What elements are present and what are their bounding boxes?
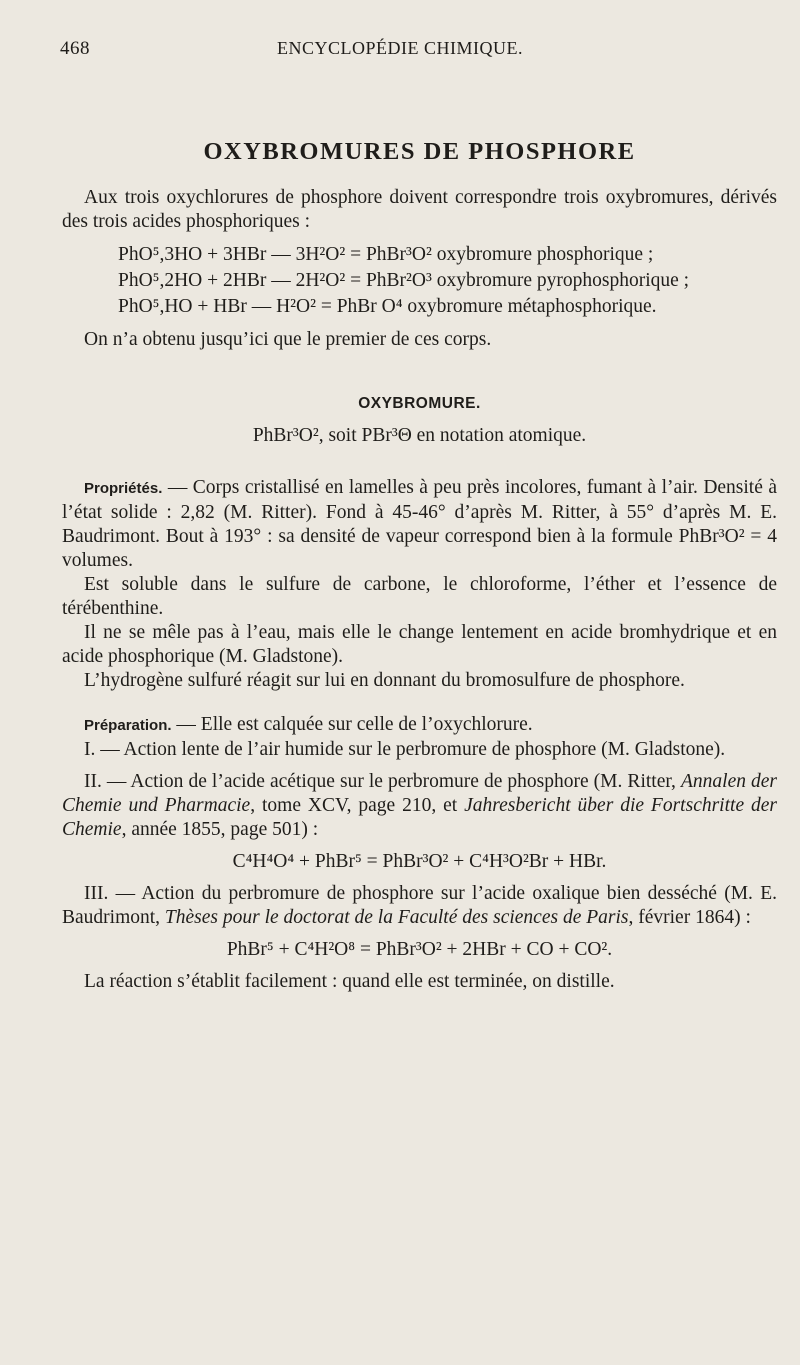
equation-acetic: C⁴H⁴O⁴ + PhBr⁵ = PhBr³O² + C⁴H³O²Br + HBr. [232, 851, 607, 872]
method-2-text-e: , année 1855, page 501) : [121, 819, 319, 840]
solubility-paragraph: Est soluble dans le sulfure de carbone, le chloroforme, l’éther et l’essence de térébenthine. [62, 574, 777, 619]
preparation-paragraph [62, 713, 777, 738]
properties-paragraph [62, 476, 777, 573]
hydrogen-paragraph: L’hydrogène sulfuré réagit sur lui en donnant du bromosulfure de phosphore. [84, 670, 685, 691]
intro-paragraph: Aux trois oxychlorures de phosphore doivent correspondre trois oxybromures, dérivés des trois acides phosphoriques : [62, 187, 777, 232]
section-title: OXYBROMURES DE PHOSPHORE [203, 138, 636, 165]
thesis-title: Thèses pour le doctorat de la Faculté des sciences de Paris [164, 907, 629, 928]
formula-line: PhBr³O², soit PBr³Θ en notation atomique. [252, 425, 587, 446]
method-2-text-a: II. — Action de l’acide acétique sur le perbromure de phosphore (M. Ritter, [84, 771, 681, 792]
preparation-label: Préparation. [84, 717, 172, 734]
equation-oxalic: PhBr⁵ + C⁴H²O⁸ = PhBr³O² + 2HBr + CO + CO². [226, 939, 613, 960]
only-first-sentence: On n’a obtenu jusqu’ici que le premier de ces corps. [84, 329, 492, 350]
method-2-text-c: , tome XCV, page 210, et [250, 795, 465, 816]
water-paragraph: Il ne se mêle pas à l’eau, mais elle le change lentement en acide bromhydrique et en acide phosphorique (M. Gladstone). [62, 622, 777, 667]
page-content [62, 140, 777, 994]
equation-metaphosphoric: PhO⁵,HO + HBr — H²O² = PhBr O⁴ oxybromure métaphosphorique. [118, 296, 657, 317]
conclusion-paragraph: La réaction s’établit facilement : quand elle est terminée, on distille. [84, 971, 615, 992]
preparation-text: — Elle est calquée sur celle de l’oxychlorure. [171, 714, 533, 735]
preparation-method-2 [62, 770, 777, 842]
equation-phosphoric: PhO⁵,3HO + 3HBr — 3H²O² = PhBr³O² oxybromure phosphorique ; [118, 244, 654, 265]
journal-annalen: Annalen der Chemie und Pharmacie [62, 771, 778, 816]
subsection-title: OXYBROMURE. [358, 395, 481, 412]
properties-text: — Corps cristallisé en lamelles à peu près incolores, fumant à l’air. Densité à l’état solide : 2,82 (M. Ritter). Fond à 45-46° d’après M. Ritter, à 55° d’après M. E. Baudrimont. Bout à 193° : sa densité de vapeur correspond bien à la formule PhBr³O² = 4 volumes. [62, 477, 777, 571]
preparation-method-3 [62, 882, 777, 930]
method-3-text-c: , février 1864) : [628, 907, 751, 928]
equation-pyrophosphoric: PhO⁵,2HO + 2HBr — 2H²O² = PhBr²O³ oxybromure pyrophosphorique ; [118, 270, 690, 291]
journal-jahresbericht: Jahresbericht über die Fortschritte der Chemie [62, 795, 778, 840]
page-number: 468 [60, 38, 90, 59]
preparation-method-1: I. — Action lente de l’air humide sur le perbromure de phosphore (M. Gladstone). [84, 739, 726, 760]
properties-label: Propriétés. [84, 480, 163, 497]
method-3-text-a: III. — Action du perbromure de phosphore sur l’acide oxalique bien desséché (M. E. Baudrimont, [62, 883, 777, 928]
running-head [60, 38, 740, 62]
running-title: ENCYCLOPÉDIE CHIMIQUE. [277, 38, 523, 58]
